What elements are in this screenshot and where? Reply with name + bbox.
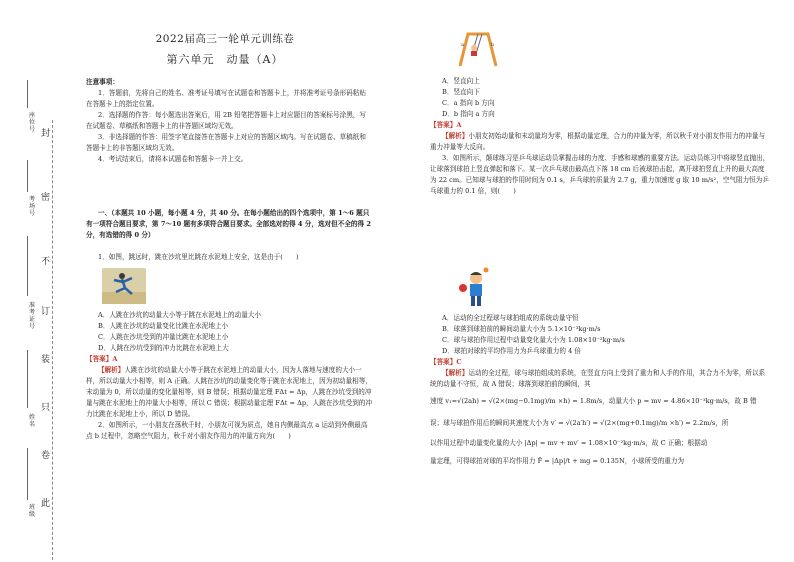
swing-image: [456, 30, 500, 68]
option: C．a 指向 b 方向: [442, 99, 495, 107]
svg-text:a: a: [461, 42, 464, 48]
explanation: [430, 368, 770, 390]
notice-block: [86, 77, 372, 165]
explanation-tag: 【解析】: [442, 132, 469, 140]
paper-title: 2022届高三一轮单元训练卷: [155, 33, 295, 45]
answer: [430, 357, 770, 368]
field-exam-room: 考场号: [28, 196, 35, 217]
explanation-tag: 【解析】: [98, 366, 125, 374]
field-line: [27, 350, 29, 408]
binding-sidebar: [0, 0, 72, 562]
svg-text:b: b: [491, 42, 495, 48]
explanation-line: 误；球与球拍作用后的瞬间其速度大小为 v′ = √(2a′h′) = √(2×(mg+0.1mg)/m ×h′) = 2.2m/s，所: [430, 419, 729, 427]
long-jump-icon: [102, 268, 146, 304]
seal-char: 此: [41, 499, 51, 509]
ping-pong-player-icon: [456, 266, 496, 308]
seal-char: 只: [41, 403, 51, 413]
field-line: [27, 448, 29, 500]
answer: [86, 354, 372, 365]
explanation-text: 人跳在沙坑的动量大小等于跳在水泥地上的动量大小，因为人落地与速度的大小一样，所以动量大小相等，则 A 正确。人跳在沙坑的动量变化等于跳在水泥地上，因为初动量相等，末动量为 0，所以动量的变化量相等，则 B 错误；根据动量定理 FΔt = Δp，人跳在沙坑受到的冲量与跳在水泥地上的冲量大小相等，所以 C 错误；根据动量定理 FΔt = Δp，人跳在沙坑受到的冲力比跳在水泥地上小，所以 D 错误。: [86, 366, 372, 418]
notice-item: 3．非选择题的作答：用签字笔直接答在答题卡上对应的答题区域内。写在试题卷、草稿纸和答题卡上的非答题区域均无效。: [86, 133, 366, 152]
question-1: [86, 252, 372, 263]
explanation-line: 量定理，可得球拍对球的平均作用力 F̄ = |Δp|/t + mg = 0.135N，小球所受的重力为: [430, 457, 685, 465]
option: B．球落到球拍前的瞬间动量大小为 5.1×10⁻³kg·m/s: [442, 325, 601, 333]
field-line: [27, 160, 29, 192]
option: B．人跳在沙坑的动量变化比跳在水泥地上小: [98, 322, 229, 330]
field-name: 姓名: [28, 414, 35, 428]
explanation: [430, 131, 770, 153]
answer-tag: 【答案】A: [430, 121, 462, 129]
explanation: [86, 365, 372, 420]
option: C．人跳在沙坑受到的冲量比跳在水泥地上小: [98, 333, 229, 341]
option: A．运动的全过程球与球拍组成的系统动量守恒: [442, 314, 579, 322]
question-1-options: [86, 310, 372, 442]
option: A．竖直向上: [442, 77, 480, 85]
explanation-text: 运动的全过程，球与球拍组成的系统，在竖直方向上受到了重力和人手的作用，其合力不为零，所以系统的动量不守恒，故 A 错误；球落到球拍前的瞬间，其: [430, 369, 766, 388]
field-line: [27, 236, 29, 296]
field-line: [27, 80, 29, 108]
question-stem: 3．如图所示，颠球练习是乒乓球运动员掌握击球的力度、手感和球感的重要方法。运动员练习中将球竖直抛出，让球落到球拍上竖直弹起和落下。某一次乒乓球由最高点下落 18 cm 后被球拍击起，离开球拍竖直上升的最大高度为 22 cm。已知球与球拍的作用时间为 0.1 s，乒乓球的质量为 2.7 g，重力加速度 g 取 10 m/s²，空气阻力恒为乒乓球重力的 0.1 倍，则( ): [430, 154, 770, 195]
ping-pong-image: [456, 266, 496, 308]
question-stem: 2．如图所示，一小朋友在荡秋千时，小朋友可视为质点，她自内侧最高点 a 运动到外侧最高点 b 过程中，忽略空气阻力，秋千对小朋友作用力的冲量方向为( ): [86, 421, 368, 440]
seal-char: 密: [41, 193, 51, 203]
paper-subtitle: 第六单元 动量（A）: [166, 53, 284, 66]
seal-char: 装: [41, 355, 51, 365]
seal-char: 封: [41, 129, 51, 139]
option: C．球与球拍作用过程中动量变化量大小为 1.08×10⁻²kg·m/s: [442, 336, 625, 344]
question-stem: 1．如图，跳远时，跳在沙坑里比跳在水泥地上安全，这是由于( ): [98, 253, 299, 261]
notice-heading: 注意事项：: [86, 78, 119, 86]
option: D．球拍对球的平均作用力为乒乓球重力的 4 倍: [442, 347, 581, 355]
field-ticket-number: 准考证号: [28, 302, 35, 330]
seal-line: [52, 120, 53, 560]
option: B．竖直向下: [442, 88, 480, 96]
field-seat-number: 座位号: [28, 112, 35, 133]
question-2-options: [430, 76, 770, 197]
explanation-line: 速度 v₁=√(2ah) = √(2×(mg−0.1mg)/m ×h) = 1.8m/s，动量大小 p = mv = 4.86×10⁻³kg·m/s，故 B 错: [430, 397, 757, 405]
notice-item: 2．选择题的作答：每小题选出答案后，用 2B 铅笔把答题卡上对应题目的答案标号涂黑，写在试题卷、草稿纸和答题卡上的非答题区域均无效。: [86, 111, 366, 130]
section-heading: 一、（本题共 10 小题，每小题 4 分，共 40 分。在每小题给出的四个选项中，第 1～6 题只有一项符合题目要求，第 7～10 题有多项符合题目要求。全部选对的得 4 分，选对但不全的得 2 分，有选错的得 0 分）: [86, 209, 371, 239]
answer-tag: 【答案】C: [430, 358, 462, 366]
explanation-text: 小朋友初始动量和末动量均为零，根据动量定理，合力的冲量为零，所以秋千对小朋友作用力的冲量与重力冲量等大反向。: [430, 132, 766, 151]
seal-char: 不: [41, 257, 51, 267]
field-class: 班级: [28, 504, 35, 518]
option: A．人跳在沙坑的动量大小等于跳在水泥地上的动量大小: [98, 311, 262, 319]
option: D．b 指向 a 方向: [442, 110, 495, 118]
explanation-line: 以作用过程中动量变化量的大小 |Δp| = mv + mv′ = 1.08×10⁻²kg·m/s，故 C 正确；根据动: [430, 439, 708, 447]
swing-icon: [456, 30, 500, 68]
answer: [430, 120, 770, 131]
notice-item: 4．考试结束后，请将本试题卷和答题卡一并上交。: [98, 155, 248, 163]
long-jump-image: [102, 268, 146, 304]
question-3-options: [430, 313, 770, 470]
option: D．人跳在沙坑受到的冲力比跳在水泥地上大: [98, 344, 229, 352]
answer-tag: 【答案】A: [86, 355, 118, 363]
seal-char: 卷: [41, 451, 51, 461]
seal-char: 订: [41, 307, 51, 317]
explanation-tag: 【解析】: [442, 369, 469, 377]
notice-item: 1．答题前，先将自己的姓名、准考证号填写在试题卷和答题卡上，并将准考证号条形码粘贴在答题卡上的指定位置。: [86, 89, 366, 108]
